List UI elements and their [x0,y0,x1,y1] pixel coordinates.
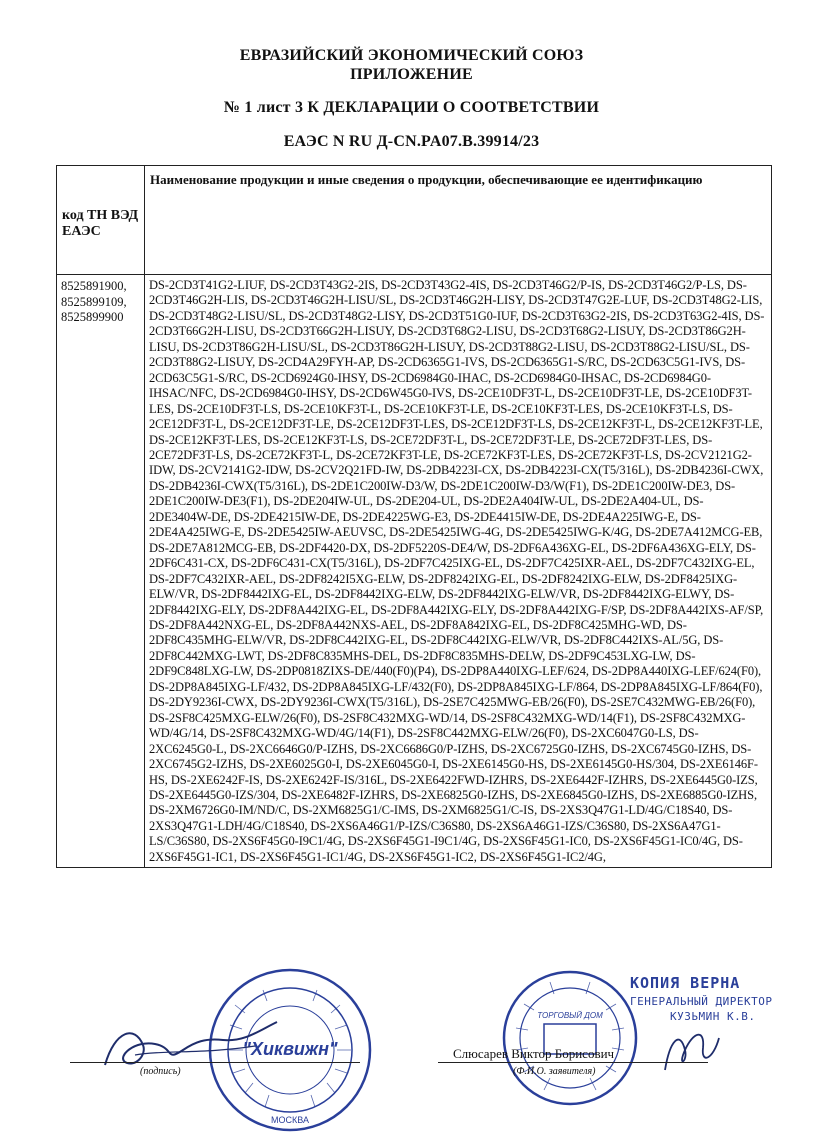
product-header-cell: Наименование продукции и иные сведения о продукции, обеспечивающие ее идентификацию [145,166,772,275]
appendix-title: ПРИЛОЖЕНИЕ [350,66,473,83]
applicant-name: Слюсарев Виктор Борисович [453,1046,615,1061]
declaration-number: ЕАЭС N RU Д-CN.PA07.B.39914/23 [283,133,540,150]
union-title: ЕВРАЗИЙСКИЙ ЭКОНОМИЧЕСКИЙ СОЮЗ [239,47,584,64]
seal-left-name: "Хиквижн" [242,1039,338,1059]
tn-ved-codes-cell: 8525891900, 8525899109, 8525899900 [57,275,145,868]
products-table [56,165,772,868]
signature-caption: (подпись) [140,1066,181,1077]
fio-caption: (Ф.И.О. заявителя) [513,1066,596,1077]
seal-left-city: МОСКВА [271,1115,309,1125]
applicant-signature-left [95,1010,285,1080]
product-models-cell: DS-2CD3T41G2-LIUF, DS-2CD3T43G2-2IS, DS-2CD3T43G2-4IS, DS-2CD3T46G2/P-IS, DS-2CD3T46G2/P-LS, DS-2CD3T46G2H-LIS, DS-2CD3T46G2H-LISU/SL, DS-2CD3T46G2H-LISY, DS-2CD3T47G2E-LUF, DS-2CD3T48G2-LIS, DS-2CD3T48G2-LISU/SL, DS-2CD3T48G2-LISY, DS-2CD3T51G0-IUF, DS-2CD3T63G2-2IS, DS-2CD3T63G2-4IS, DS-2CD3T66G2H-LISU, DS-2CD3T66G2H-LISUY, DS-2CD3T68G2-LISU, DS-2CD3T68G2-LISUY, DS-2CD3T86G2H-LISU, DS-2CD3T86G2H-LISU/SL, DS-2CD3T86G2H-LISUY, DS-2CD3T88G2-LISU, DS-2CD3T88G2-LISU/SL, DS-2CD3T88G2-LISUY, DS-2CD4A29FYH-AP, DS-2CD6365G1-IVS, DS-2CD6365G1-S/RC, DS-2CD63C5G1-IVS, DS-2CD63C5G1-S/RC, DS-2CD6924G0-IHSY, DS-2CD6984G0-IHAC, DS-2CD6984G0-IHSAC, DS-2CD6984G0-IHSAC/NFC, DS-2CD6984G0-IHSY, DS-2CD6W45G0-IVS, DS-2CE10DF3T-L, DS-2CE10DF3T-LE, DS-2CE10DF3T-LES, DS-2CE10DF3T-LS, DS-2CE10KF3T-L, DS-2CE10KF3T-LE, DS-2CE10KF3T-LES, DS-2CE10KF3T-LS, DS-2CE12DF3T-L, DS-2CE12DF3T-LE, DS-2CE12DF3T-LES, DS-2CE12DF3T-LS, DS-2CE12KF3T-L, DS-2CE12KF3T-LE, DS-2CE12KF3T-LES, DS-2CE12KF3T-LS, DS-2CE72DF3T-L, DS-2CE72DF3T-LE, DS-2CE72DF3T-LES, DS-2CE72DF3T-LS, DS-2CE72KF3T-L, DS-2CE72KF3T-LE, DS-2CE72KF3T-LES, DS-2CE72KF3T-LS, DS-2CV2121G2-IDW, DS-2CV2141G2-IDW, DS-2CV2Q21FD-IW, DS-2DB4223I-CX, DS-2DB4223I-CX(T5/316L), DS-2DB4236I-CWX, DS-2DB4236I-CWX(T5/316L), DS-2DE1C200IW-D3/W, DS-2DE1C200IW-D3/W(F1), DS-2DE1C200IW-DE3, DS-2DE1C200IW-DE3(F1), DS-2DE204IW-UL, DS-2DE204-UL, DS-2DE2A404IW-UL, DS-2DE2A404-UL, DS-2DE3404W-DE, DS-2DE4215IW-DE, DS-2DE4225WG-E3, DS-2DE4415IW-DE, DS-2DE4A225IWG-E, DS-2DE4A425IWG-E, DS-2DE5425IW-AEUVSC, DS-2DE5425IWG-4G, DS-2DE5425IWG-K/4G, DS-2DE7A412MCG-EB, DS-2DE7A812MCG-EB, DS-2DF4420-DX, DS-2DF5220S-DE4/W, DS-2DF6A436XG-EL, DS-2DF6A436XG-ELY, DS-2DF6C431-CX, DS-2DF6C431-CX(T5/316L), DS-2DF7C425IXG-EL, DS-2DF7C425IXR-AEL, DS-2DF7C432IXG-EL, DS-2DF7C432IXR-AEL, DS-2DF8242I5XG-ELW, DS-2DF8242IXG-EL, DS-2DF8242IXG-ELW, DS-2DF8425IXG-ELW/VR, DS-2DF8442IXG-EL, DS-2DF8442IXG-ELW, DS-2DF8442IXG-ELW/VR, DS-2DF8442IXG-ELWY, DS-2DF8442IXG-ELY, DS-2DF8A442IXG-EL, DS-2DF8A442IXG-ELY, DS-2DF8A442IXG-F/SP, DS-2DF8A442IXS-AF/SP, DS-2DF8A442NXG-EL, DS-2DF8A442NXS-AEL, DS-2DF8A842IXG-EL, DS-2DF8C425MHG-WD, DS-2DF8C435MHG-ELW/VR, DS-2DF8C442IXG-EL, DS-2DF8C442IXG-ELW/VR, DS-2DF8C442IXS-AL/5G, DS-2DF8C442MXG-LWT, DS-2DF8C835MHS-DEL, DS-2DF8C835MHS-DELW, DS-2DF9C453LXG-LW, DS-2DF9C848LXG-LW, DS-2DP0818ZIXS-DE/440(F0)(P4), DS-2DP8A440IXG-LEF/624, DS-2DP8A440IXG-LEF/624(F0), DS-2DP8A845IXG-LF/432, DS-2DP8A845IXG-LF/432(F0), DS-2DP8A845IXG-LF/864, DS-2DP8A845IXG-LF/864(F0), DS-2DY9236I-CWX, DS-2DY9236I-CWX(T5/316L), DS-2SE7C425MWG-EB/26(F0), DS-2SE7C432MWG-EB/26(F0), DS-2SF8C425MXG-ELW/26(F0), DS-2SF8C432MXG-WD/14, DS-2SF8C432MXG-WD/14(F1), DS-2SF8C432MXG-WD/4G/14, DS-2SF8C432MXG-WD/4G/14(F1), DS-2SF8C442MXG-ELW/26(F0), DS-2XC6047G0-LS, DS-2XC6245G0-L, DS-2XC6646G0/P-IZHS, DS-2XC6686G0/P-IZHS, DS-2XC6725G0-IZHS, DS-2XC6745G0-IZHS, DS-2XC6745G2-IZHS, DS-2XE6025G0-I, DS-2XE6045G0-I, DS-2XE6145G0-HS, DS-2XE6145G0-HS/304, DS-2XE6146F-HS, DS-2XE6242F-IS, DS-2XE6242F-IS/316L, DS-2XE6422FWD-IZHRS, DS-2XE6442F-IZHRS, DS-2XE6445G0-IZS, DS-2XE6445G0-IZS/304, DS-2XE6482F-IZHRS, DS-2XE6825G0-IZHS, DS-2XE6845G0-IZHS, DS-2XE6885G0-IZHS, DS-2XM6726G0-IM/ND/C, DS-2XM6825G1/C-IMS, DS-2XM6825G1/C-IS, DS-2XS3Q47G1-LD/4G/C18S40, DS-2XS3Q47G1-LDH/4G/C18S40, DS-2XS6A46G1/P-IZS/C36S80, DS-2XS6A46G1-IZS/C36S80, DS-2XS6A47G1-LS/C36S80, DS-2XS6F45G0-I9C1/4G, DS-2XS6F45G1-I9C1/4G, DS-2XS6F45G1-IC0, DS-2XS6F45G1-IC0/4G, DS-2XS6F45G1-IC1, DS-2XS6F45G1-IC1/4G, DS-2XS6F45G1-IC2, DS-2XS6F45G1-IC2/4G, [145,275,772,868]
table-header-row [57,166,772,275]
copy-stamp-line2: ГЕНЕРАЛЬНЫЙ ДИРЕКТОР [630,995,773,1008]
sheet-title: № 1 лист 3 К ДЕКЛАРАЦИИ О СООТВЕТСТВИИ [223,99,600,116]
signature-line [70,1062,360,1063]
copy-stamp-line1: КОПИЯ ВЕРНА [630,974,741,992]
fio-line [438,1062,708,1063]
copy-certified-stamp [630,974,800,1023]
company-seal-right [500,968,640,1108]
table-row [57,275,772,868]
copy-stamp-line3: КУЗЬМИН К.В. [670,1010,756,1023]
seal-right-label: ТОРГОВЫЙ ДОМ [537,1011,603,1020]
code-header-cell [57,166,145,275]
director-signature [655,1020,725,1080]
code-header-label: код ТН ВЭД ЕАЭС [62,208,139,239]
